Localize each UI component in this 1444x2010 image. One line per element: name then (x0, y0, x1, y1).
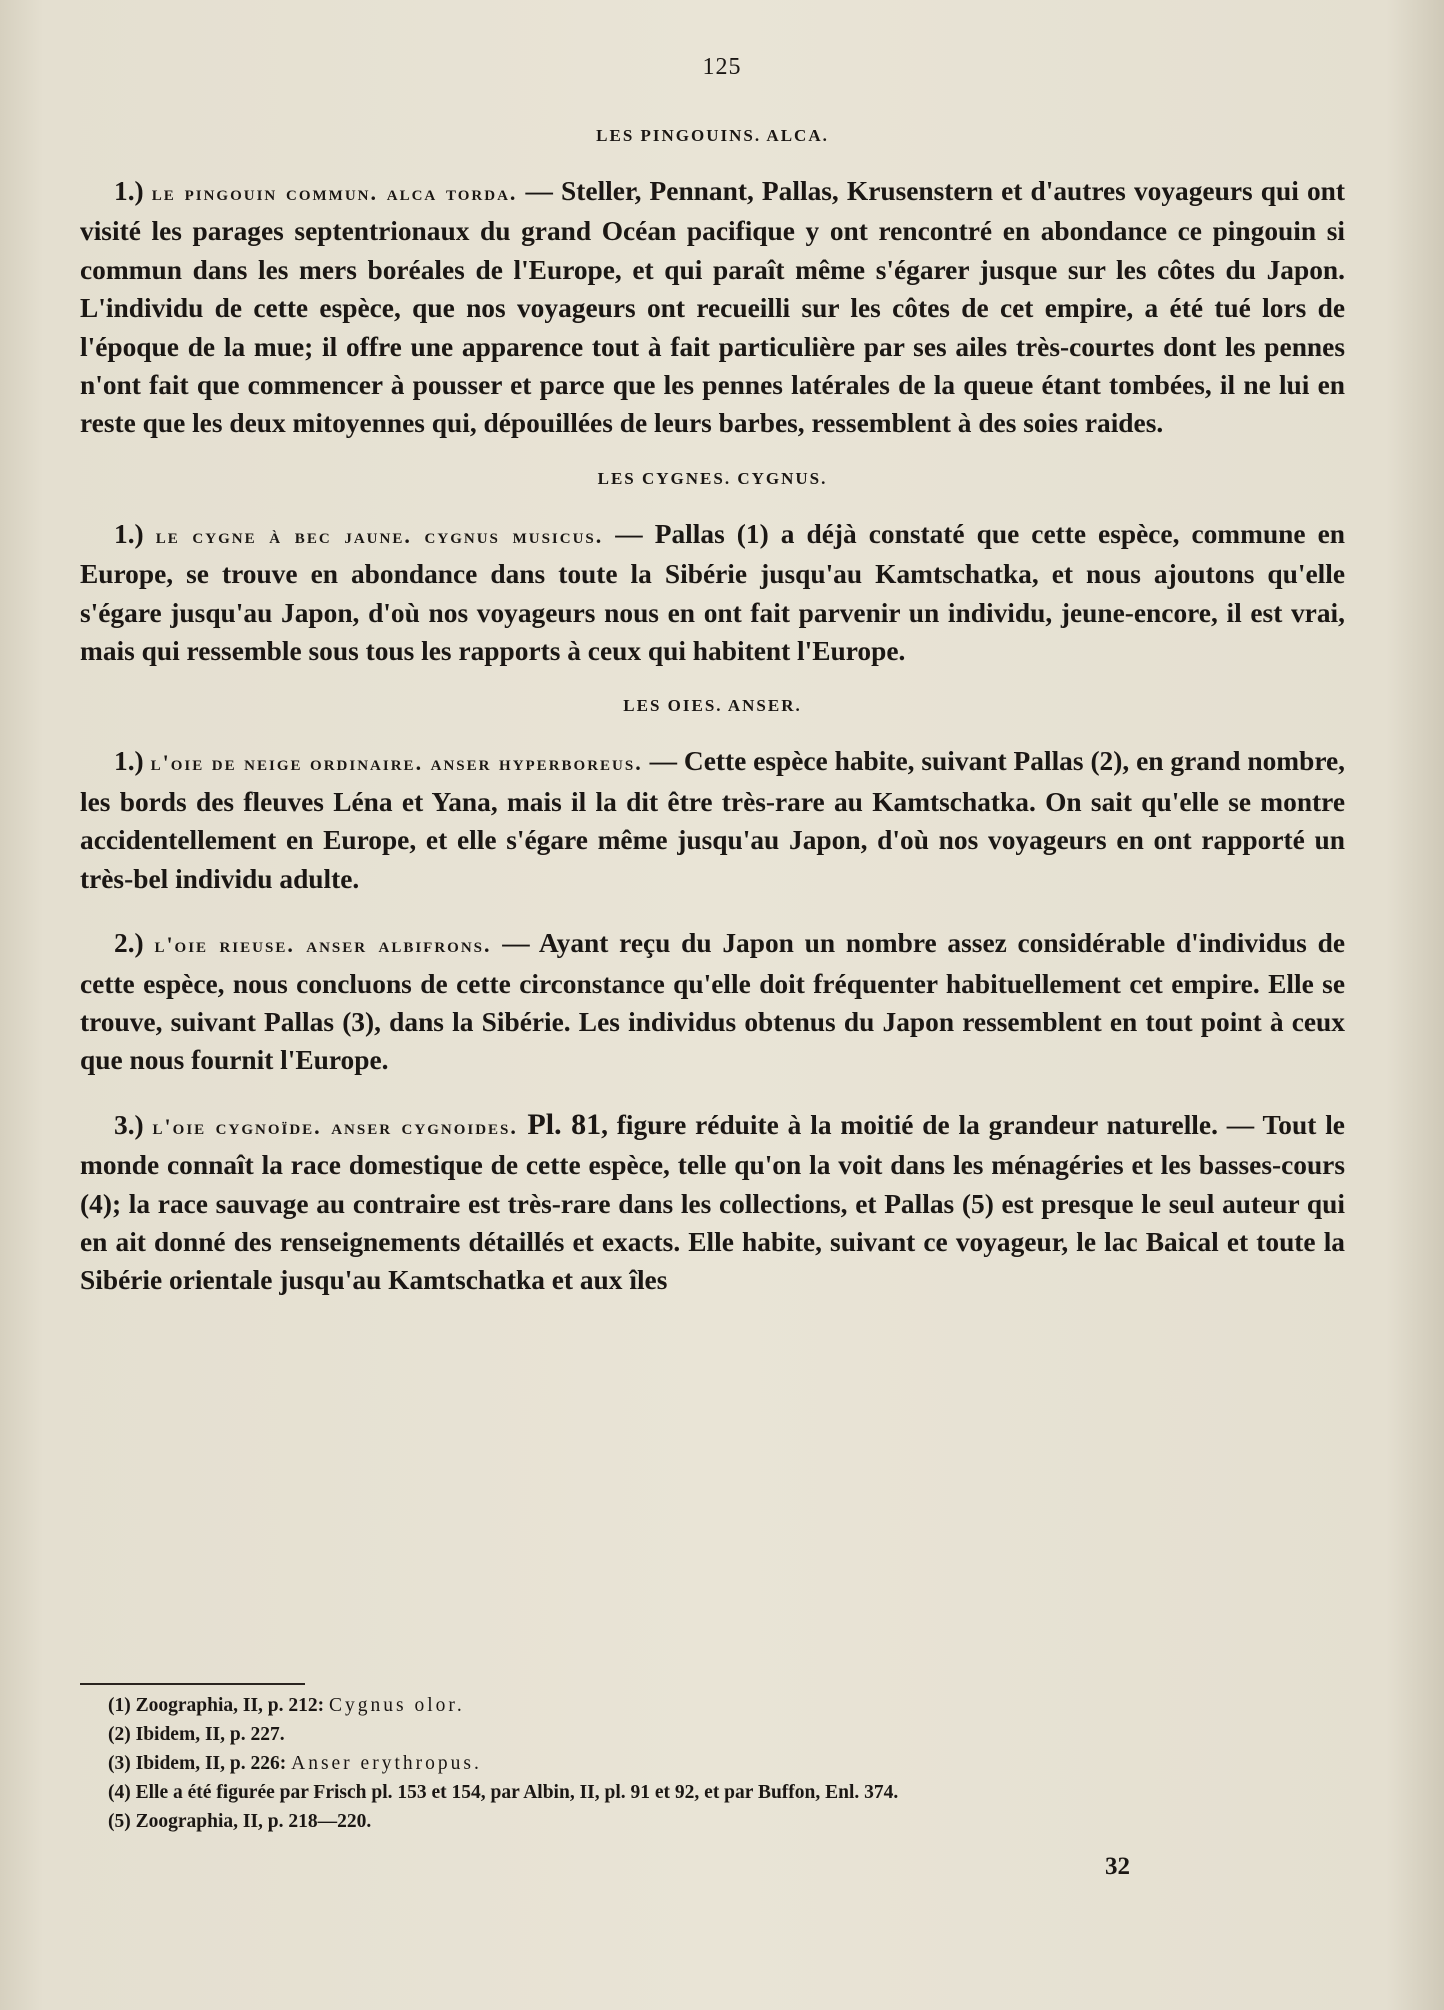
entry-text: , figure réduite à la moitié de la grandeur naturelle. — Tout le monde connaît la race domestique de cette espèce, telle qu'on la voit dans les ménagéries et les basses-cours (4); la race sauvage au contraire est très-rare dans les collections, et Pallas (5) est presque le seul auteur qui en ait donné des renseignements détaillés et exacts. Elle habite, suivant ce voyageur, le lac Baical et toute la Sibérie orientale jusqu'au Kamtschatka et aux îles (80, 1109, 1345, 1296)
footnote-text: (5) Zoographia, II, p. 218—220. (108, 1811, 372, 1832)
footnote-text: (1) Zoographia, II, p. 212: (108, 1695, 330, 1716)
footnote-text: (3) Ibidem, II, p. 226: (108, 1753, 292, 1774)
plate-reference: Pl. 81 (517, 1107, 602, 1141)
entry-text: — Cette espèce habite, suivant Pallas (2), en grand nombre, les bords des fleuves Léna et Yana, mais il la dit être très-rare au Kamtschatka. On sait qu'elle se montre accidentellement en Europe, et elle s'égare même jusqu'au Japon, d'où nos voyageurs en ont rapporté un très-bel individu adulte. (80, 746, 1345, 894)
species-entry (80, 1106, 1345, 1300)
species-entry (80, 742, 1345, 898)
entry-number: 2.) (114, 928, 144, 959)
entry-number: 1.) (114, 518, 144, 549)
species-entry (80, 515, 1345, 671)
signature-mark: 32 (1105, 1853, 1130, 1880)
entry-text: — Pallas (1) a déjà constaté que cette espèce, commune en Europe, se trouve en abondance dans toute la Sibérie jusqu'au Kamtschatka, et nous ajoutons qu'elle s'égare jusqu'au Japon, d'où nos voyageurs nous en ont fait parvenir un individu, jeune-encore, il est vrai, mais qui ressemble sous tous les rapports à ceux qui habitent l'Europe. (80, 518, 1346, 667)
entry-title: l'oie cygnoïde. anser cygnoides. (152, 1113, 518, 1139)
footnote (108, 1807, 1348, 1836)
entry-number: 1.) (114, 746, 144, 777)
species-entry (80, 924, 1345, 1080)
entry-title: le cygne à bec jaune. cygnus musicus. (155, 522, 604, 548)
entry-text: — Steller, Pennant, Pallas, Krusenstern et d'autres voyageurs qui ont visité les parages septentrionaux du grand Océan pacifique y ont rencontré en abondance ce pingouin si commun dans les mers boréales de l'Europe, et qui paraît même s'égarer jusque sur les côtes du Japon. L'individu de cette espèce, que nos voyageurs ont recueilli sur les côtes de cet empire, a été tué lors de l'époque de la mue; il offre une apparence tout à fait particulière par ses ailes très-courtes dont les pennes n'ont fait que commencer à pousser et parce que les pennes latérales de la queue étant tombées, il ne lui en reste que les deux mitoyennes qui, dépouillées de leurs barbes, ressemblent à des soies raides. (80, 176, 1345, 439)
page-number: 125 (702, 54, 742, 80)
footnote-text: (4) Elle a été figurée par Frisch pl. 153 et 154, par Albin, II, pl. 91 et 92, et par Buffon, Enl. 374. (108, 1782, 899, 1803)
entry-number: 3.) (114, 1109, 144, 1140)
entry-title: l'oie de neige ordinaire. anser hyperboreus. (150, 750, 643, 776)
footnote-rule (80, 1683, 305, 1685)
footnote (108, 1691, 1348, 1720)
entry-number: 1.) (114, 176, 144, 206)
footnote (108, 1720, 1348, 1749)
body-text (80, 126, 1345, 1326)
entry-text: — Ayant reçu du Japon un nombre assez considérable d'individus de cette espèce, nous concluons de cette circonstance qu'elle doit fréquenter habituellement cet empire. Elle se trouve, suivant Pallas (3), dans la Sibérie. Les individus obtenus du Japon ressemblent en tout point à ceux que nous fournit l'Europe. (80, 928, 1345, 1076)
footnote (108, 1749, 1348, 1778)
footnote (108, 1778, 1348, 1807)
section-heading: LES OIES. ANSER. (623, 696, 802, 716)
section-heading: LES CYGNES. CYGNUS. (597, 468, 828, 488)
species-entry (80, 172, 1345, 443)
footnote-text: (2) Ibidem, II, p. 227. (108, 1724, 285, 1745)
section-heading: LES PINGOUINS. ALCA. (596, 126, 829, 145)
footnote-species: Anser erythropus. (291, 1753, 482, 1774)
entry-title: le pingouin commun. alca torda. (151, 180, 518, 205)
footnotes (108, 1691, 1348, 1836)
entry-title: l'oie rieuse. anser albifrons. (154, 932, 492, 958)
footnote-species: Cygnus olor. (329, 1695, 465, 1716)
